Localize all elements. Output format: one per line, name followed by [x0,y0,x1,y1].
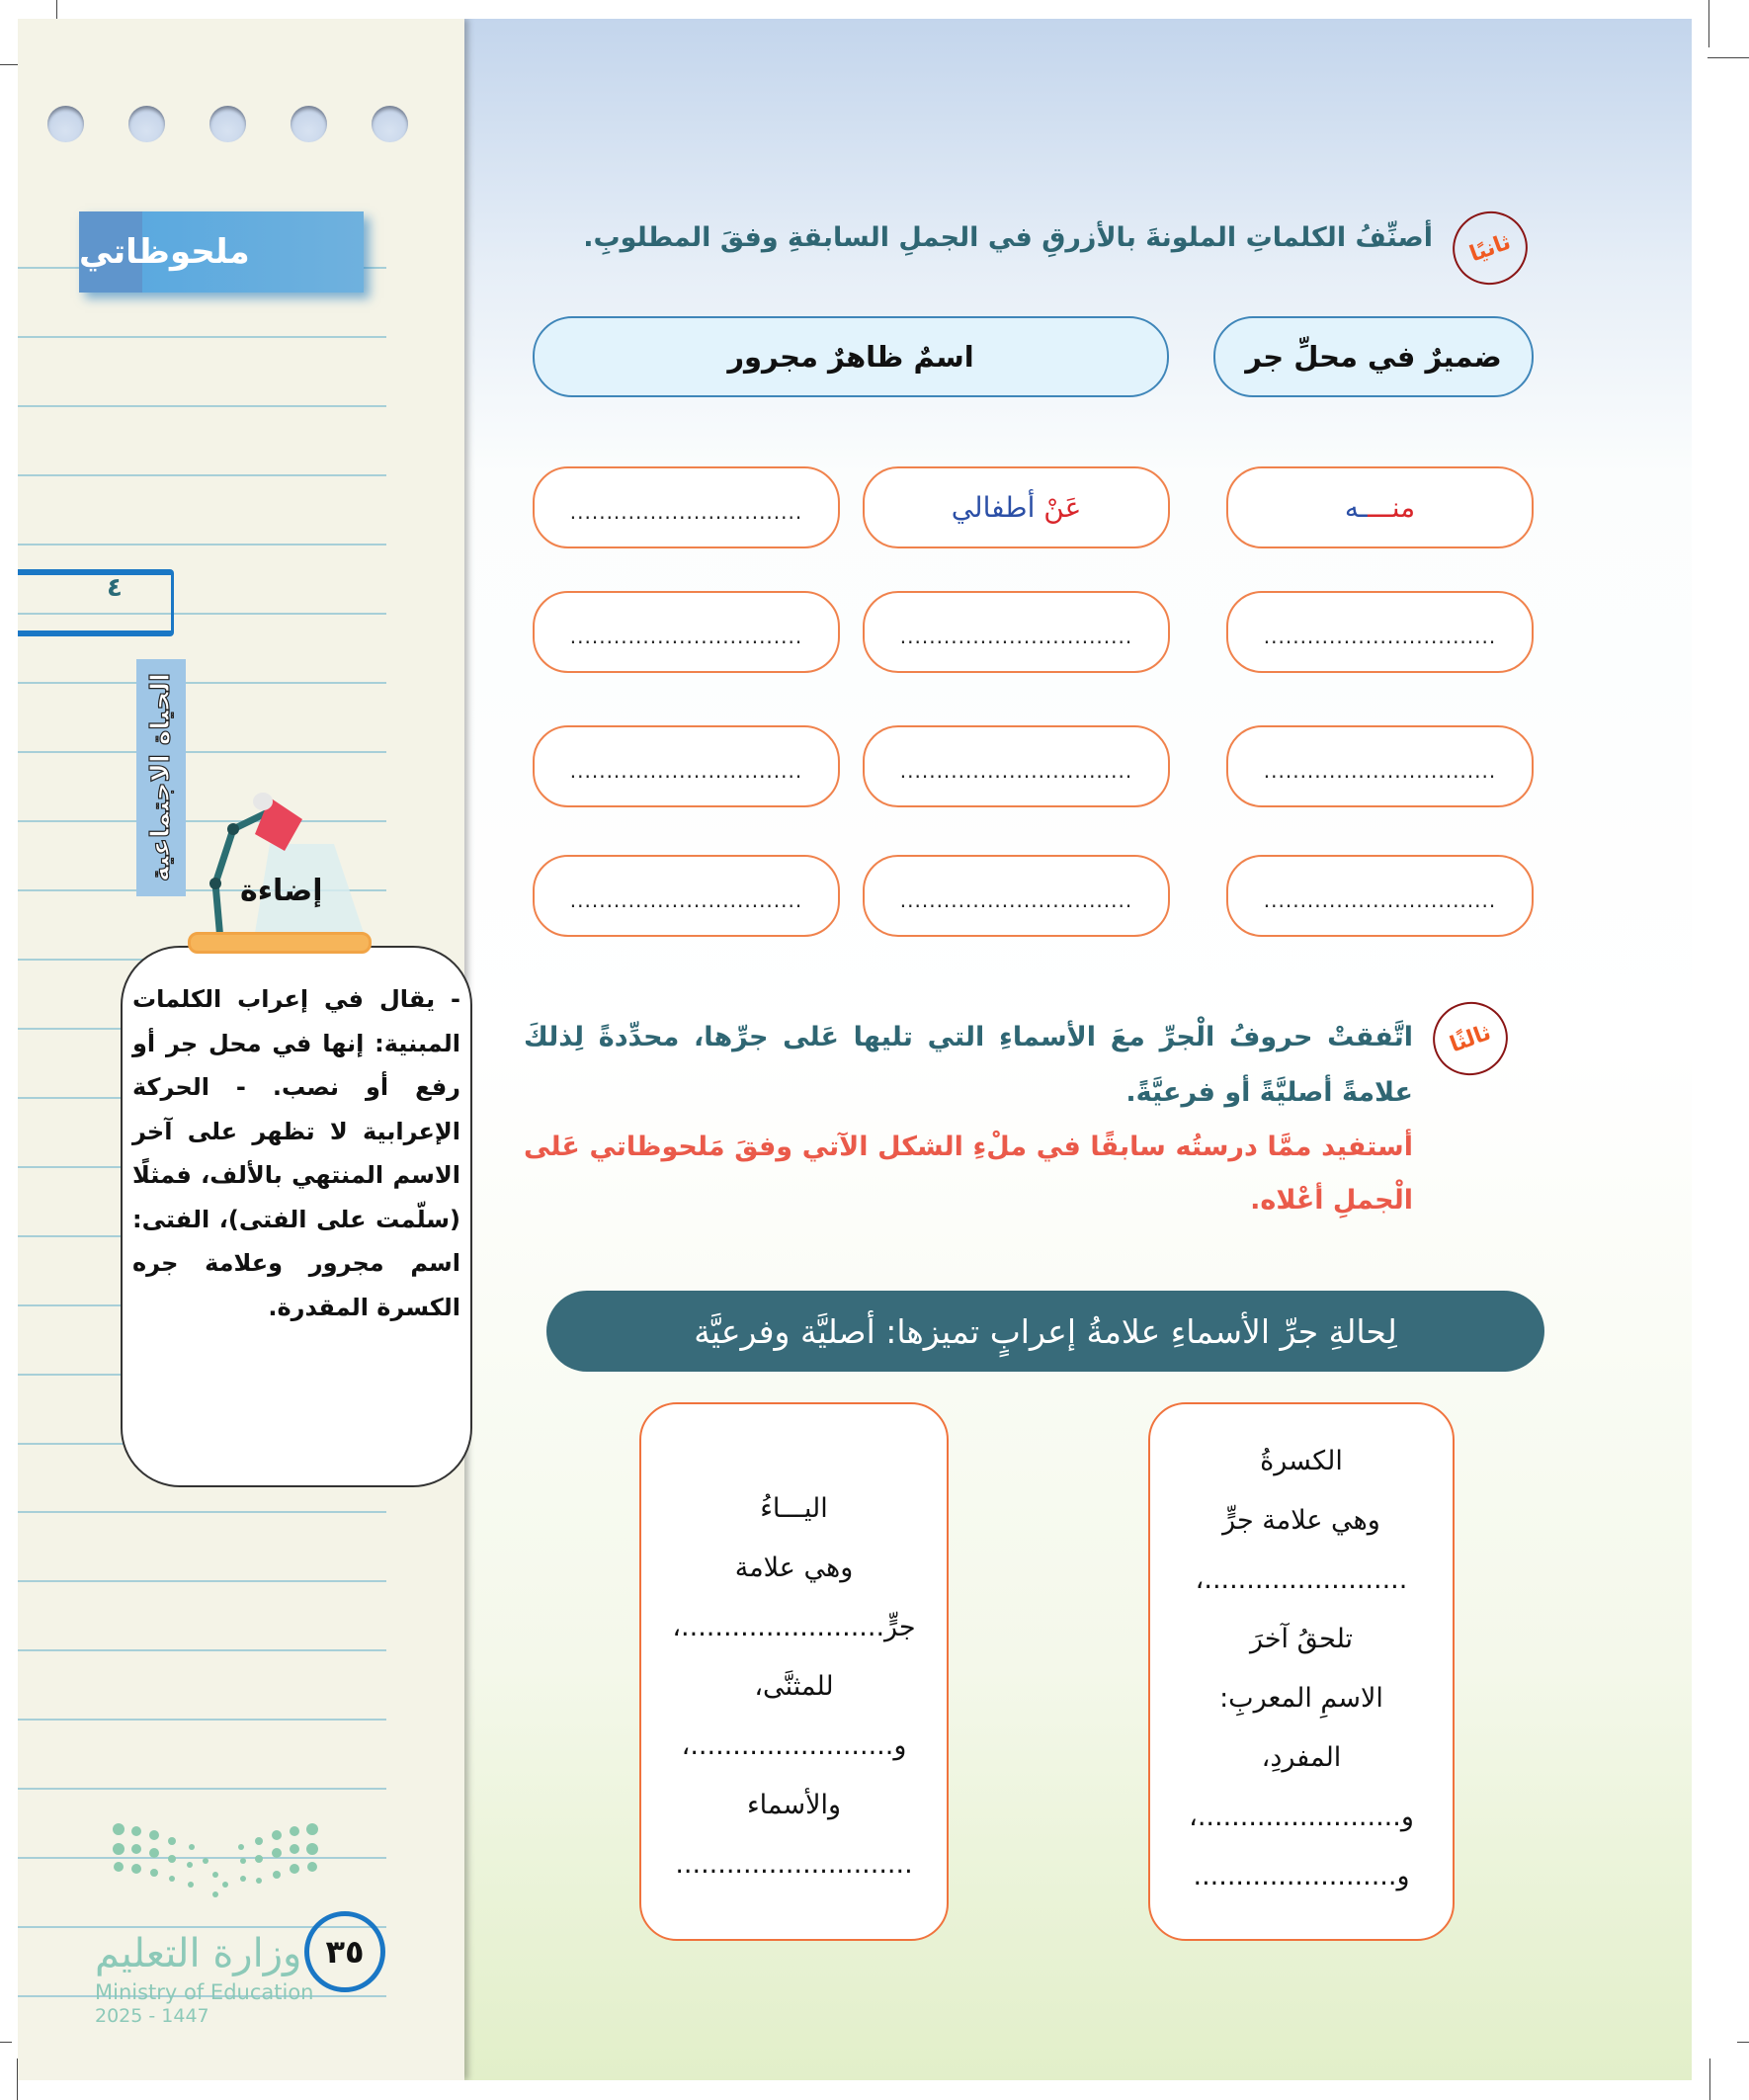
blank-line: ................................ [899,624,1133,648]
pronoun-highlight: ـه [1344,491,1369,524]
answer-noun-1a[interactable] [863,466,1170,548]
card-line: للمثنَّى، [754,1671,834,1702]
card-line: المفردِ، [1261,1742,1342,1773]
card-blank[interactable]: ........................، [1195,1564,1408,1595]
page-number [304,1911,385,1992]
crop-mark [1737,2042,1749,2043]
blank-line: ................................ [1263,758,1497,783]
prep-highlight: منـــ [1368,491,1416,524]
example-pronoun [1345,491,1415,524]
crop-mark [1708,0,1709,47]
header-pronoun [1213,316,1534,397]
answer-noun-4a[interactable] [863,855,1170,937]
notes-tag [79,211,364,293]
crop-mark [1707,57,1749,58]
blank-line: ................................ [569,499,803,524]
badge-label: ثالثًا [1446,1020,1495,1057]
tip-title: إضاءة [240,874,323,908]
answer-pronoun-4[interactable] [1226,855,1534,937]
answer-noun-2a[interactable] [863,591,1170,673]
ruled-line [18,1719,386,1721]
ruled-line [18,336,386,338]
banner-label: لِحالةِ جرِّ الأسماءِ علامةُ إعرابٍ تميزها: أصليَّة وفرعيَّة [694,1311,1397,1351]
binder-hole-icon [47,106,84,142]
blank-line: ................................ [569,887,803,912]
notes-panel [18,19,464,2080]
answer-noun-1b[interactable] [533,466,840,548]
badge-label: ثانيًا [1465,229,1515,267]
card-blank[interactable]: ............................ [675,1849,913,1880]
card-line: تلحقُ آخرَ [1249,1624,1354,1654]
answer-pronoun-2[interactable] [1226,591,1534,673]
ruled-line [18,1580,386,1582]
card-blank[interactable]: جرٍّ........................، [672,1612,916,1642]
ruled-line [18,1649,386,1651]
blank-line: ................................ [899,758,1133,783]
ruled-line [18,544,386,546]
ministry-name-en: Ministry of Education [95,1980,314,2004]
card-blank[interactable]: و........................، [1189,1802,1414,1832]
unit-number: ٤ [107,573,123,603]
ruled-line [18,751,386,753]
crop-mark [0,2042,12,2043]
card-line: وهي علامة [734,1553,854,1583]
card-line: اليـــاءُ [760,1493,828,1524]
answer-noun-3a[interactable] [863,725,1170,807]
blank-line: ................................ [569,624,803,648]
prep-highlight: عَنْ [1043,491,1082,524]
card-secondary-mark[interactable] [639,1402,949,1941]
tip-box [121,946,472,1487]
notes-tag-label: ملحوظاتي [79,232,250,272]
tip-text: - يقال في إعراب الكلمات المبنية: إنها في محل جر أو رفع أو نصب. - الحركة الإعرابية لا تظهر على آخر الاسم المنتهي بالألف، فمثلًا (سلّمت على الفتى)، الفتى: اسم مجرور وعلامة جره الكسرة المقدرة. [132,985,460,1321]
header-noun-label: اسمٌ ظاهرٌ مجرور [727,340,974,374]
answer-pronoun-3[interactable] [1226,725,1534,807]
blank-line: ................................ [1263,624,1497,648]
ministry-name-ar: وزارة التعليم [95,1931,302,1976]
ruled-line [18,405,386,407]
card-line: الكسرةُ [1260,1446,1343,1476]
section3-hint: أستفيد ممَّا درستُه سابقًا في ملْءِ الشكل الآتي وفقَ مَلحوظاتي عَلى الْجملِ أعْلاه. [524,1132,1413,1216]
binder-hole-icon [372,106,408,142]
card-primary-mark[interactable] [1148,1402,1455,1941]
card-line: وهي علامة جرٍّ [1222,1505,1380,1536]
theme-label: الحياة الاجتماعية [146,673,176,882]
blank-line: ................................ [1263,887,1497,912]
blank-line: ................................ [899,887,1133,912]
example-noun [952,491,1082,524]
binder-hole-icon [128,106,165,142]
section3-instruction: اتَّفقتْ حروفُ الْجرِّ معَ الأسماءِ التي تليها عَلى جرِّها، محدِّدةً لِذلكَ علامةً أصليَّةً أو فرعيَّةً. [524,1022,1413,1108]
answer-noun-2b[interactable] [533,591,840,673]
binder-hole-icon [209,106,246,142]
section-badge-second [1443,201,1539,295]
crop-mark [1709,2058,1710,2100]
blank-line: ................................ [569,758,803,783]
unit-number-box [18,569,174,636]
answer-noun-4b[interactable] [533,855,840,937]
ruled-line [18,474,386,476]
ministry-year: 2025 - 1447 [95,2005,209,2027]
ruled-line [18,1511,386,1513]
binder-holes [47,106,408,142]
main-content [464,19,1692,2080]
answer-noun-3b[interactable] [533,725,840,807]
card-line: والأسماء [746,1790,842,1820]
card-blank[interactable]: و........................ [1193,1861,1410,1891]
tip-lamp-base [188,932,372,954]
noun-highlight: أطفالي [951,491,1044,524]
section-badge-third [1423,991,1519,1086]
ruled-line [18,682,386,684]
card-line: الاسمِ المعربِ: [1219,1683,1383,1714]
grammar-banner [546,1291,1544,1372]
answer-pronoun-1[interactable] [1226,466,1534,548]
header-noun [533,316,1169,397]
card-blank[interactable]: و........................، [681,1730,907,1761]
page-number-label: ٣٥ [325,1933,365,1971]
header-pronoun-label: ضميرٌ في محلِّ جر [1245,340,1502,374]
ruled-line [18,1788,386,1790]
section2-instruction: أصنِّفُ الكلماتِ الملونةَ بالأزرقِ في الجملِ السابقةِ وفقَ المطلوبِ. [583,222,1433,253]
binder-hole-icon [291,106,327,142]
workbook-page [18,19,1692,2080]
